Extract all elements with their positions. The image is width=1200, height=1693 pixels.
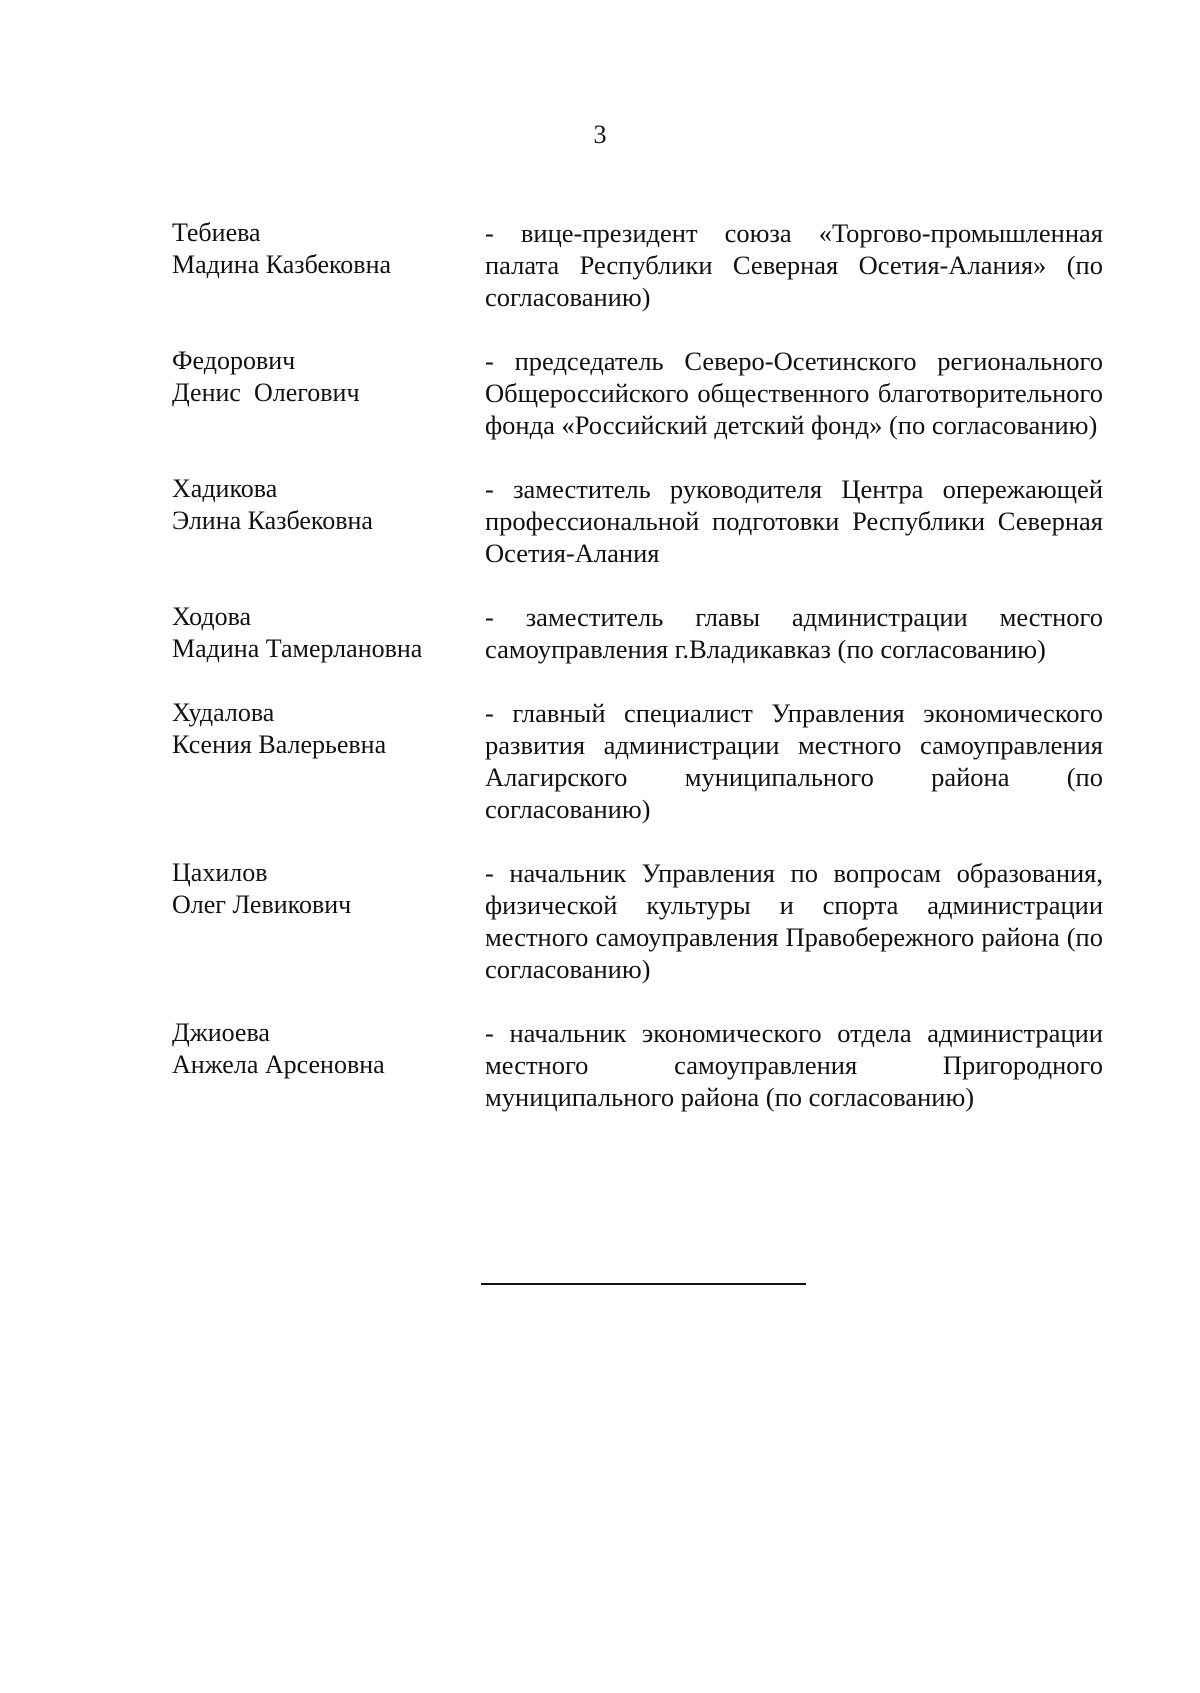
member-name	[172, 601, 485, 665]
list-item	[172, 473, 1103, 569]
member-given-names: Элина Казбековна	[172, 506, 373, 535]
member-surname: Джиоева	[172, 1018, 270, 1047]
member-name	[172, 345, 485, 409]
list-item	[172, 697, 1103, 825]
member-given-names: Мадина Казбековна	[172, 250, 392, 279]
page-number: 3	[593, 120, 607, 149]
member-name	[172, 473, 485, 537]
member-name	[172, 217, 485, 281]
member-role: - главный специалист Управления экономического развития администрации местного самоуправления Алагирского муниципального района (по согласованию)	[485, 698, 1103, 824]
member-role: - председатель Северо-Осетинского регионального Общероссийского общественного благотворительного фонда «Российский детский фонд» (по согласованию)	[485, 346, 1103, 440]
closing-divider	[481, 1283, 806, 1285]
member-surname: Хадикова	[172, 474, 278, 503]
member-surname: Цахилов	[172, 858, 268, 887]
list-item	[172, 1017, 1103, 1113]
list-item	[172, 217, 1103, 313]
member-name	[172, 1017, 485, 1081]
member-surname: Федорович	[172, 346, 296, 375]
member-role: - заместитель руководителя Центра опережающей профессиональной подготовки Республики Северная Осетия-Алания	[485, 474, 1103, 568]
member-given-names: Анжела Арсеновна	[172, 1050, 385, 1079]
list-item	[172, 345, 1103, 441]
member-role: - вице-президент союза «Торгово-промышленная палата Республики Северная Осетия-Алания» (по согласованию)	[485, 218, 1103, 312]
member-given-names: Олег Левикович	[172, 890, 352, 919]
list-item	[172, 601, 1103, 665]
member-name	[172, 857, 485, 921]
member-list	[172, 217, 1103, 1113]
member-given-names: Ксения Валерьевна	[172, 730, 387, 759]
member-role: - начальник экономического отдела администрации местного самоуправления Пригородного муниципального района (по согласованию)	[485, 1018, 1103, 1112]
list-item	[172, 857, 1103, 985]
member-given-names: Мадина Тамерлановна	[172, 634, 423, 663]
member-surname: Ходова	[172, 602, 252, 631]
member-surname: Худалова	[172, 698, 275, 727]
member-name	[172, 697, 485, 761]
member-role: - заместитель главы администрации местного самоуправления г.Владикавказ (по согласованию)	[485, 602, 1103, 664]
member-given-names: Денис Олегович	[172, 378, 360, 407]
member-surname: Тебиева	[172, 218, 261, 247]
member-role: - начальник Управления по вопросам образования, физической культуры и спорта администрации местного самоуправления Правобережного района (по согласованию)	[485, 858, 1103, 984]
